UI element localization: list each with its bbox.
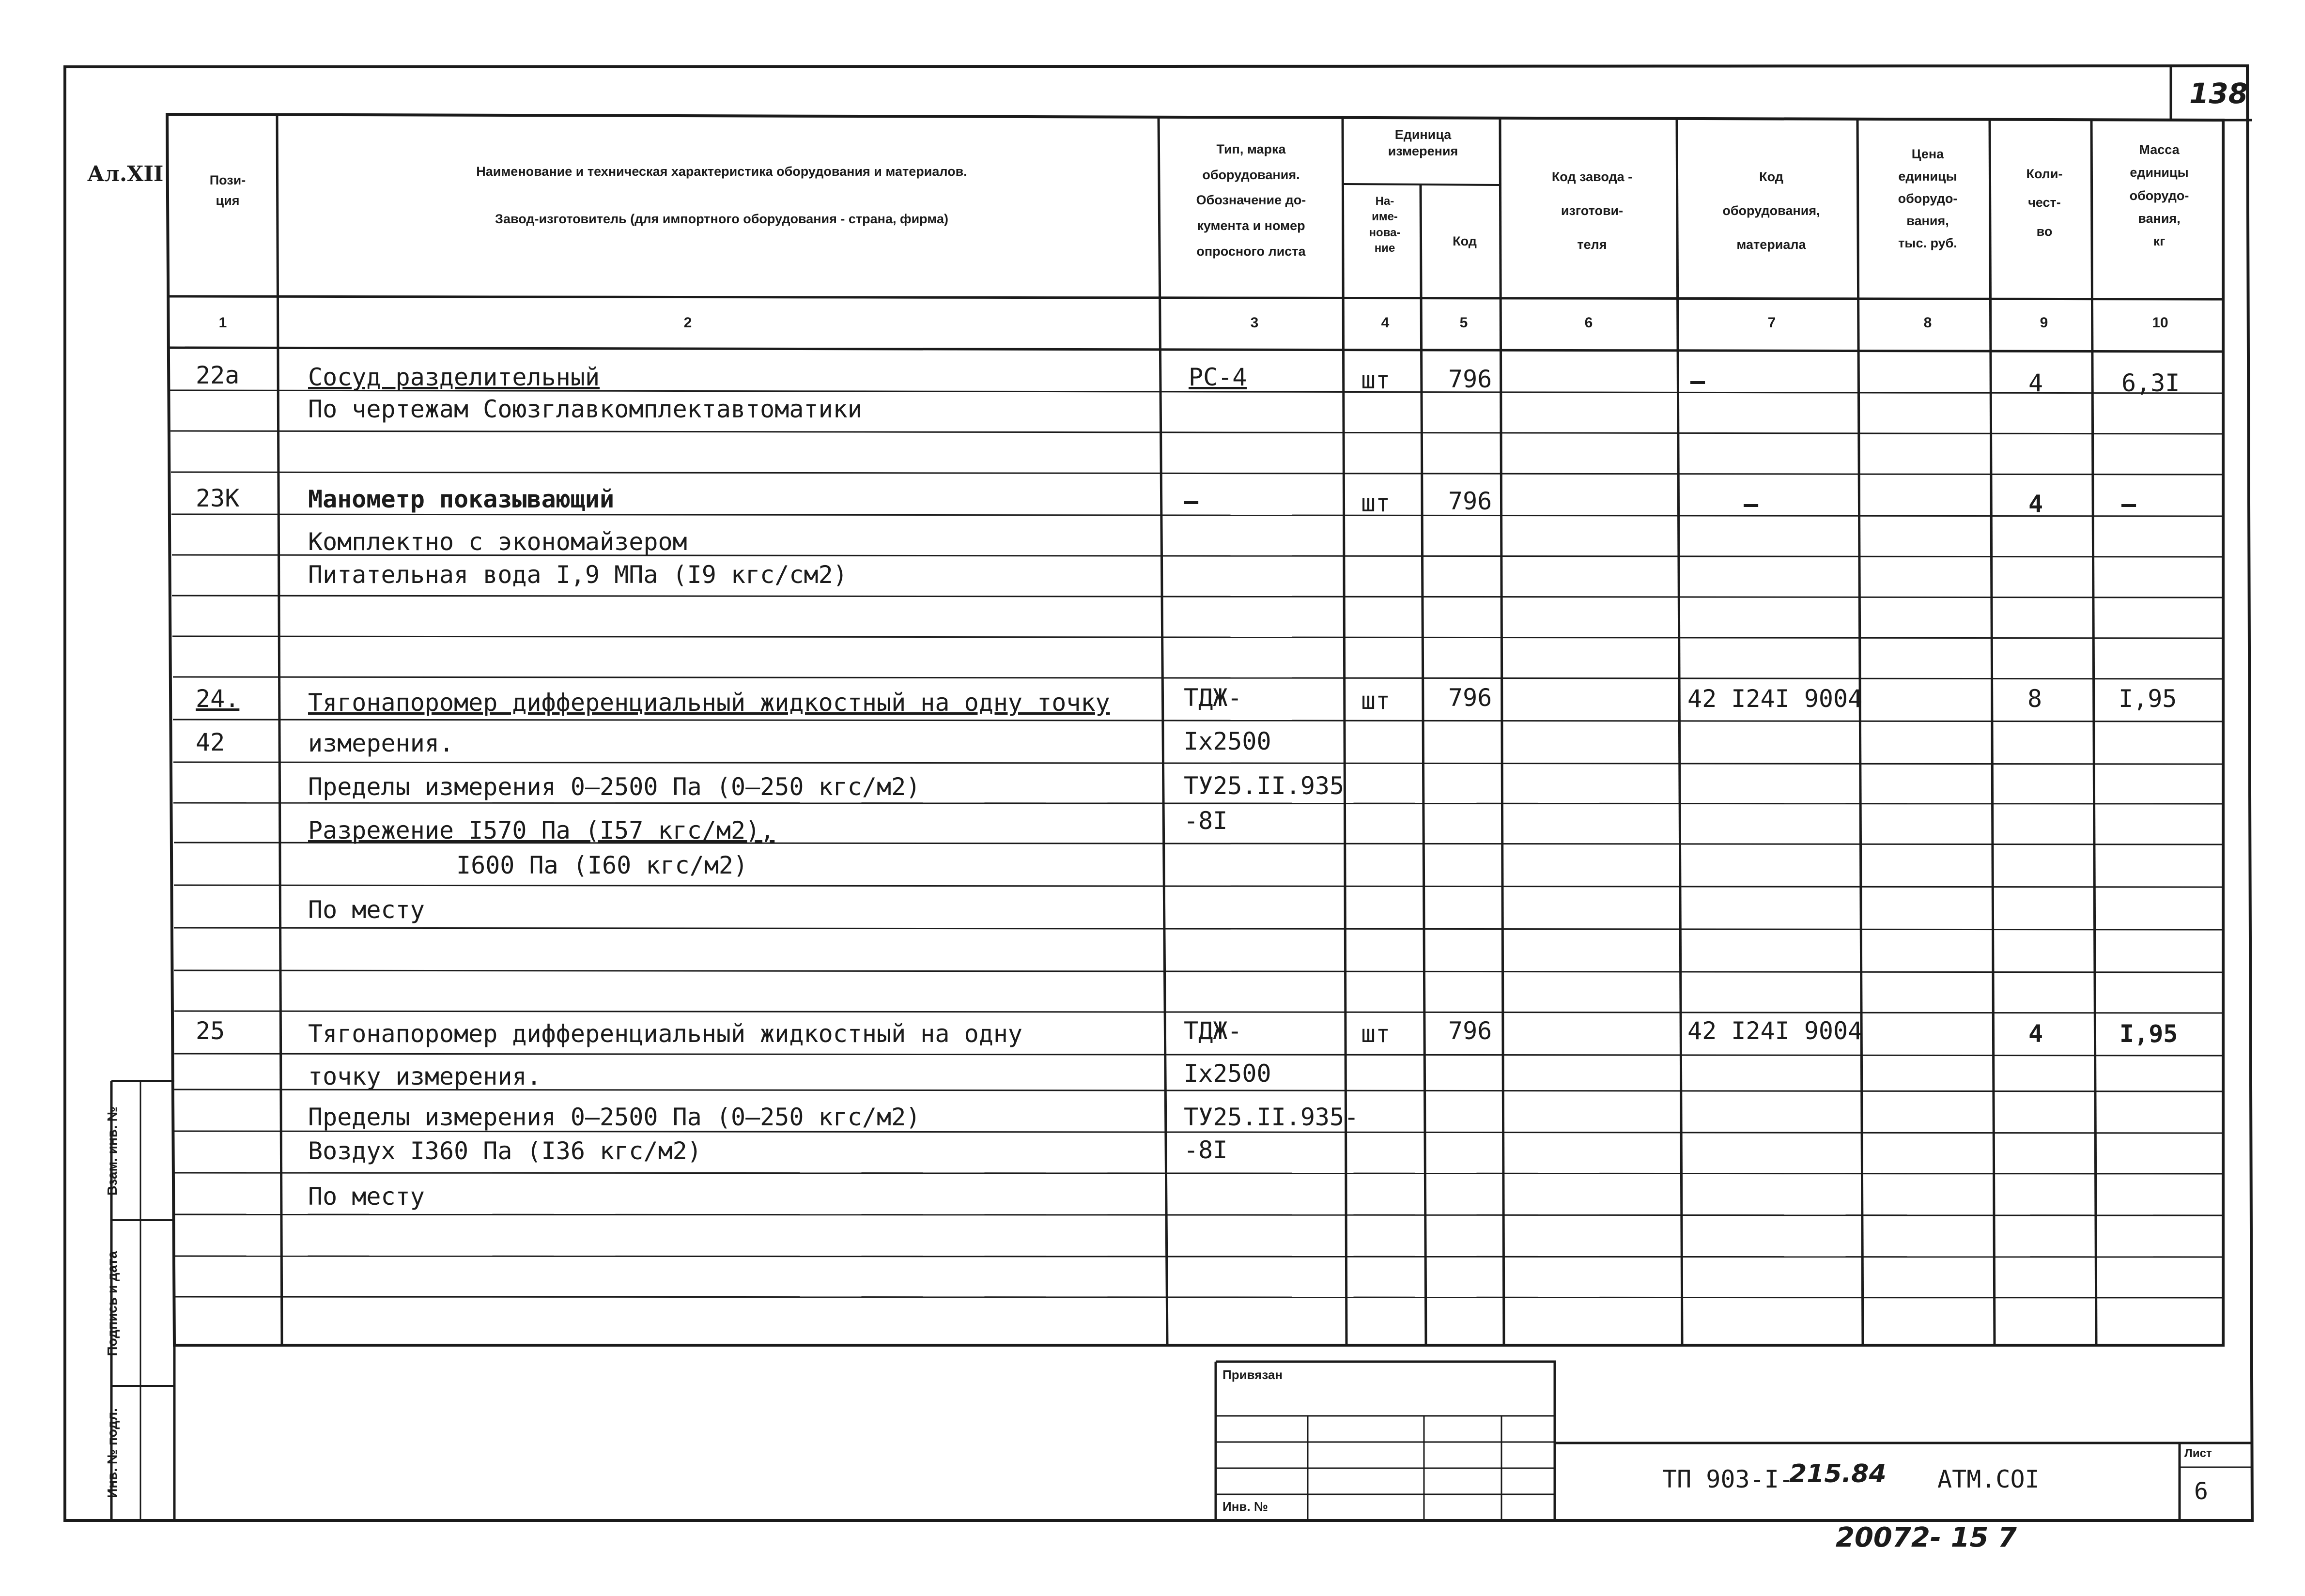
type-cell: -8I <box>1184 1136 1228 1164</box>
doc-number-handwritten: 215.84 <box>1789 1459 1887 1489</box>
mass-cell: – <box>2121 490 2136 518</box>
header-unit-code: Код <box>1453 234 1477 248</box>
col-number: 3 <box>1250 315 1259 331</box>
item-name-cell: измерения. <box>308 729 454 757</box>
item-name-cell: Питательная вода I,9 МПа (I9 кгс/см2) <box>308 561 848 589</box>
item-name-cell: Комплектно с экономайзером <box>308 528 687 556</box>
equipment-code-cell: 42 I24I 9004 <box>1687 1017 1863 1045</box>
item-name-cell: Пределы измерения 0–2500 Па (0–250 кгс/м2) <box>308 1103 921 1131</box>
mass-cell: 6,3I <box>2121 369 2180 397</box>
unit-cell: шт <box>1361 687 1391 715</box>
header-equipment-code: Код оборудования, материала <box>1722 169 1820 252</box>
unit-code-cell: 796 <box>1448 684 1492 712</box>
unit-cell: шт <box>1361 1020 1391 1048</box>
bottom-handwritten-number: 20072- 15 7 <box>1836 1522 2017 1553</box>
header-name-line1: Наименование и техническая характеристика оборудования и материалов. <box>476 164 967 179</box>
item-name-cell: Пределы измерения 0–2500 Па (0–250 кгс/м2) <box>308 773 921 801</box>
unit-cell: шт <box>1361 489 1391 517</box>
sheet-number: 6 <box>2194 1478 2208 1505</box>
item-name-cell: Манометр показывающий <box>308 485 615 513</box>
item-name-cell: Воздух I360 Па (I36 кгс/м2) <box>308 1137 702 1165</box>
item-name-cell: точку измерения. <box>308 1062 541 1090</box>
mass-cell: I,95 <box>2119 685 2177 713</box>
album-label: Ал.XII <box>87 162 164 186</box>
item-name-cell: По месту <box>308 1182 425 1211</box>
col-number: 8 <box>1923 315 1932 331</box>
col-number: 2 <box>683 315 692 331</box>
item-name-cell: Сосуд разделительный <box>308 363 600 391</box>
position-cell: 24. <box>196 685 240 713</box>
bound-block-inv: Инв. № <box>1222 1499 1268 1514</box>
doc-code: АТМ.СОI <box>1937 1465 2040 1493</box>
unit-code-cell: 796 <box>1448 487 1492 515</box>
header-quantity: Коли- чест- во <box>2026 167 2063 239</box>
col-number: 7 <box>1767 315 1776 331</box>
type-cell: Iх2500 <box>1184 1059 1271 1088</box>
bound-block-title: Привязан <box>1222 1367 1283 1382</box>
doc-number-prefix: ТП 903-I- <box>1662 1465 1794 1493</box>
item-name-cell: Тягонапоромер дифференциальный жидкостный на одну точку <box>308 689 1110 717</box>
position-cell: 22a <box>196 361 240 389</box>
side-stamp-inv-podl: Инв. № подл. <box>105 1408 120 1498</box>
header-unit-price: Цена единицы оборудо- вания, тыс. руб. <box>1898 147 1958 250</box>
side-stamp-podpis-data: Подпись и дата <box>105 1251 120 1356</box>
unit-cell: шт <box>1361 366 1391 394</box>
equipment-code-cell: – <box>1744 490 1759 518</box>
position-cell: 42 <box>196 728 225 756</box>
col-number: 6 <box>1584 315 1593 331</box>
header-unit-group: Единица измерения <box>1388 127 1458 158</box>
item-name-cell: Разрежение I570 Па (I57 кгс/м2), <box>308 816 775 844</box>
header-unit-name: На- име- нова- ние <box>1369 195 1401 255</box>
equipment-code-cell: – <box>1690 367 1705 395</box>
type-cell: ТУ25.II.935 <box>1184 772 1345 800</box>
side-stamp-vzam-inv: Взам. инв. № <box>105 1106 120 1196</box>
position-cell: 25 <box>196 1017 225 1045</box>
header-type: Тип, марка оборудования. Обозначение до- кумента и номер опросного листа <box>1196 142 1306 259</box>
unit-code-cell: 796 <box>1448 365 1492 393</box>
type-cell: Iх2500 <box>1184 727 1271 755</box>
quantity-cell: 4 <box>2028 490 2043 518</box>
col-number: 9 <box>2040 315 2048 331</box>
col-number: 4 <box>1381 315 1390 331</box>
quantity-cell: 4 <box>2028 369 2043 397</box>
mass-cell: I,95 <box>2119 1020 2178 1048</box>
sheet-label: Лист <box>2184 1447 2212 1460</box>
header-name-line2: Завод-изготовитель (для импортного оборудования - страна, фирма) <box>495 212 948 226</box>
type-cell: ТУ25.II.935- <box>1184 1103 1359 1131</box>
item-name-cell: По чертежам Союзглавкомплектавтоматики <box>308 395 862 423</box>
type-cell: ТДЖ- <box>1184 1017 1242 1045</box>
equipment-code-cell: 42 I24I 9004 <box>1687 685 1863 713</box>
header-factory-code: Код завода - изготови- теля <box>1551 169 1633 252</box>
sheet-mark-handwritten: 138 <box>2189 77 2248 110</box>
quantity-cell: 4 <box>2028 1020 2043 1048</box>
col-number: 10 <box>2152 315 2168 331</box>
type-cell: -8I <box>1184 807 1228 835</box>
type-cell: РС-4 <box>1189 363 1247 391</box>
col-number: 5 <box>1459 315 1468 331</box>
header-unit-mass: Масса единицы оборудо- вания, кг <box>2129 142 2189 248</box>
quantity-cell: 8 <box>2027 685 2042 713</box>
type-cell: – <box>1184 487 1199 515</box>
item-name-cell: По месту <box>308 896 425 924</box>
type-cell: ТДЖ- <box>1184 684 1242 712</box>
item-name-cell: I600 Па (I60 кгс/м2) <box>456 851 748 879</box>
item-name-cell: Тягонапоромер дифференциальный жидкостный на одну <box>308 1020 1023 1048</box>
position-cell: 23К <box>196 484 240 512</box>
unit-code-cell: 796 <box>1448 1017 1492 1045</box>
header-position: Пози- ция <box>209 173 246 208</box>
col-number: 1 <box>218 315 227 331</box>
